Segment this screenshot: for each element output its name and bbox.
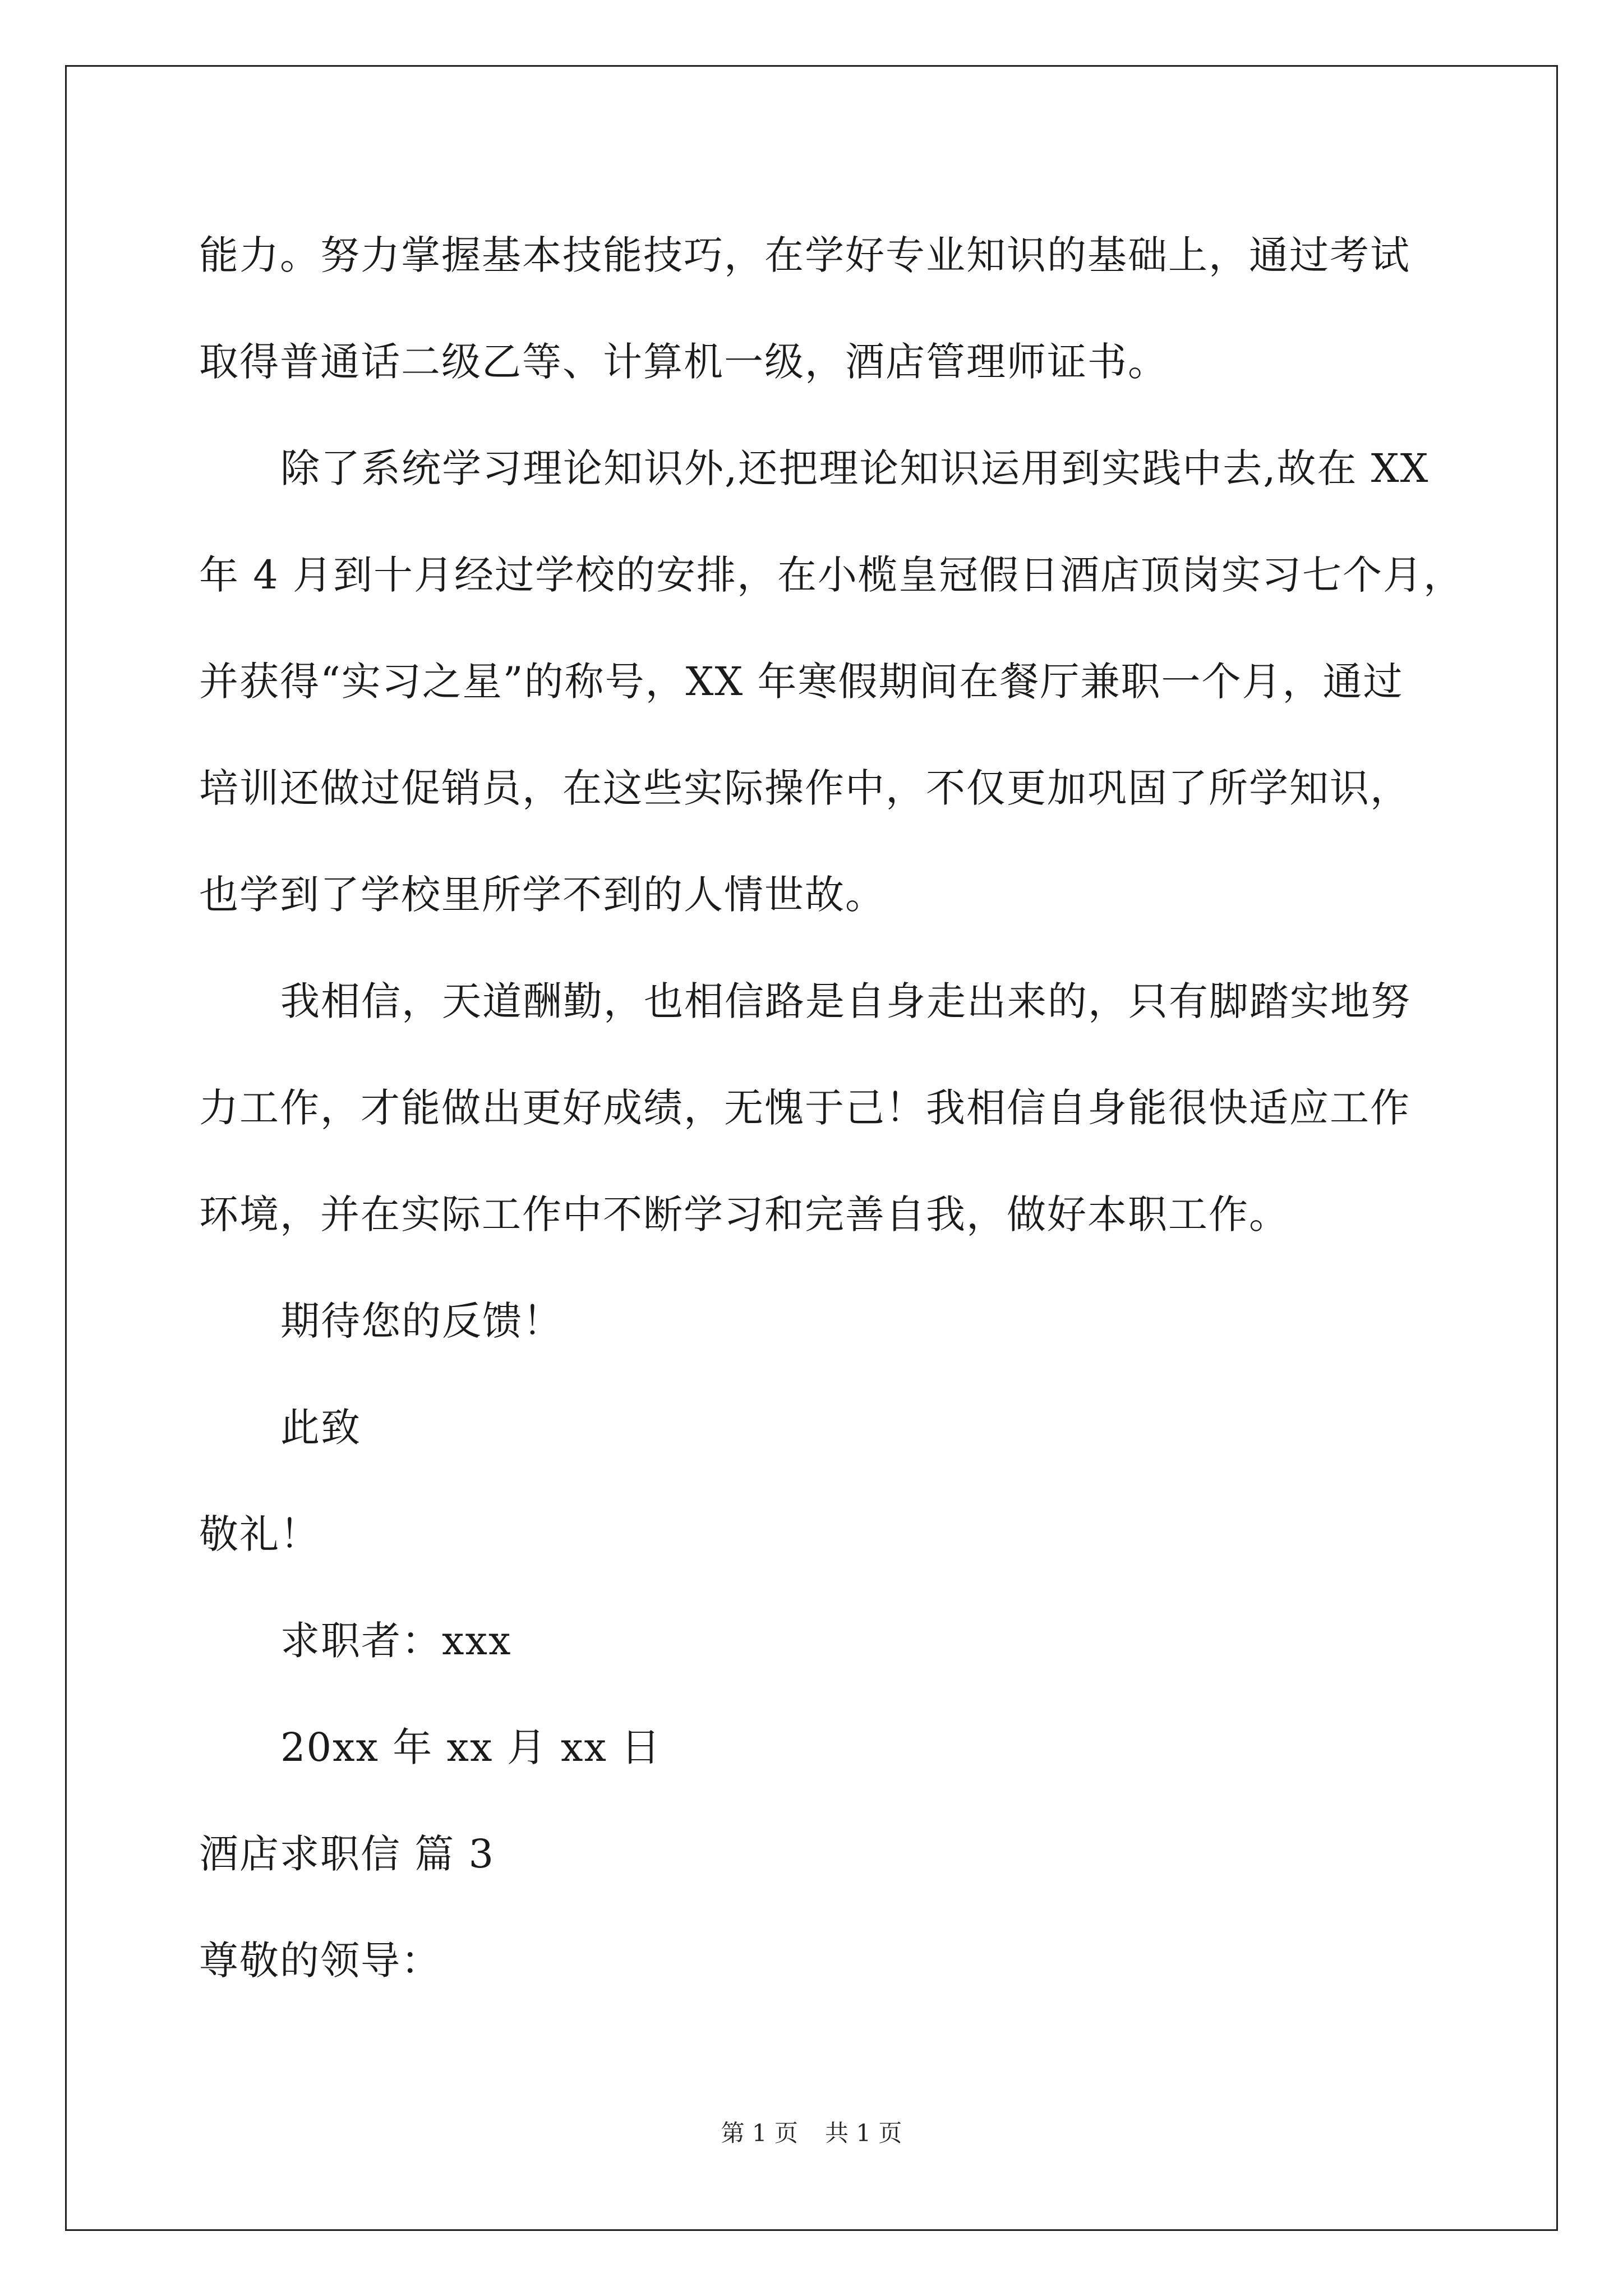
paragraph-line: 环境，并在实际工作中不断学习和完善自我，做好本职工作。 xyxy=(199,1191,1289,1237)
paragraph-line: 我相信，天道酬勤，也相信路是自身走出来的，只有脚踏实地努 xyxy=(280,978,1411,1024)
paragraph-line: 培训还做过促销员，在这些实际操作中，不仅更加巩固了所学知识， xyxy=(199,765,1410,811)
paragraph-line: 并获得“实习之星”的称号，XX 年寒假期间在餐厅兼职一个月，通过 xyxy=(199,659,1404,705)
paragraph-line: 能力。努力掌握基本技能技巧，在学好专业知识的基础上，通过考试 xyxy=(199,232,1410,278)
paragraph-line: 除了系统学习理论知识外,还把理论知识运用到实践中去,故在 XX xyxy=(280,445,1430,491)
paragraph-line: 力工作，才能做出更好成绩，无愧于己！我相信自身能很快适应工作 xyxy=(199,1085,1410,1131)
closing-line: 期待您的反馈！ xyxy=(280,1298,563,1344)
page-number: 第 1 页 xyxy=(721,2119,798,2147)
date-line: 20xx 年 xx 月 xx 日 xyxy=(280,1724,662,1770)
salutation-line: 敬礼！ xyxy=(199,1511,320,1557)
section-heading: 酒店求职信 篇 3 xyxy=(199,1831,495,1877)
signature-line: 求职者：xxx xyxy=(280,1618,512,1664)
document-body xyxy=(199,202,1464,2014)
page-footer xyxy=(0,2115,1623,2148)
greeting-line: 尊敬的领导： xyxy=(199,1938,441,1984)
page-total: 共 1 页 xyxy=(825,2119,902,2147)
salutation-line: 此致 xyxy=(280,1405,361,1451)
paragraph-line: 也学到了学校里所学不到的人情世故。 xyxy=(199,872,886,918)
paragraph-line: 取得普通话二级乙等、计算机一级，酒店管理师证书。 xyxy=(199,339,1168,385)
paragraph-line: 年 4 月到十月经过学校的安排，在小榄皇冠假日酒店顶岗实习七个月， xyxy=(199,552,1464,598)
